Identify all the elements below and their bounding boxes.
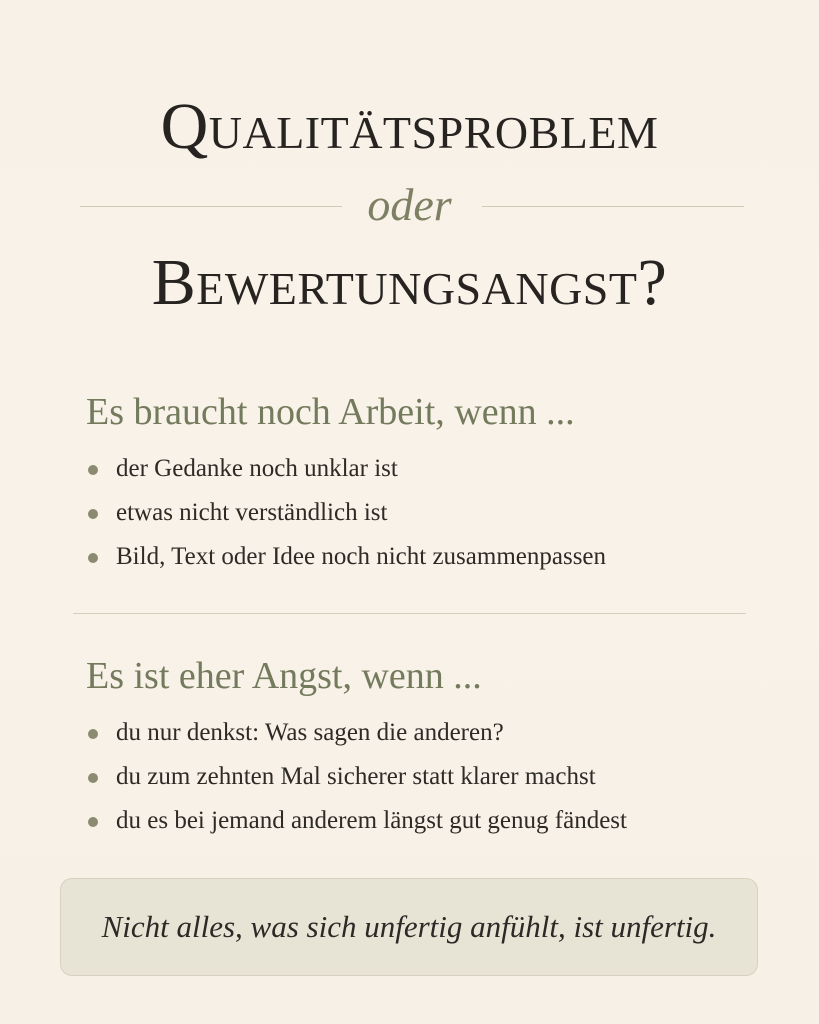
- section-heading-work: Es braucht noch Arbeit, wenn ...: [86, 391, 575, 433]
- list-item-text: du es bei jemand anderem längst gut genug fändest: [116, 807, 627, 834]
- list-item: [86, 535, 606, 579]
- bullet-icon: [88, 729, 98, 739]
- section-heading-fear: Es ist eher Angst, wenn ...: [86, 655, 482, 697]
- list-fear: [86, 711, 627, 843]
- list-item-text: etwas nicht verständlich ist: [116, 499, 388, 526]
- list-item: [86, 799, 627, 843]
- title-line-2: Bewertungsangst?: [151, 246, 668, 319]
- list-item-text: du nur denkst: Was sagen die anderen?: [116, 719, 504, 746]
- title-connector-row: [0, 176, 819, 236]
- bullet-icon: [88, 553, 98, 563]
- list-item: [86, 755, 627, 799]
- list-item-text: du zum zehnten Mal sicherer statt klarer machst: [116, 763, 596, 790]
- bullet-icon: [88, 509, 98, 519]
- quote-text: Nicht alles, was sich unfertig anfühlt, ist unfertig.: [101, 909, 717, 944]
- quote-box: [60, 878, 758, 976]
- list-item-text: Bild, Text oder Idee noch nicht zusammenpassen: [116, 543, 607, 570]
- list-item: [86, 711, 627, 755]
- bullet-icon: [88, 817, 98, 827]
- title-connector: oder: [367, 179, 452, 230]
- list-item-text: der Gedanke noch unklar ist: [116, 455, 398, 482]
- list-item: [86, 447, 606, 491]
- list-work: [86, 447, 606, 579]
- connector-rule-right: [482, 206, 744, 207]
- bullet-icon: [88, 773, 98, 783]
- title-line-1: Qualitätsproblem: [160, 90, 659, 163]
- section-divider: [73, 613, 746, 614]
- bullet-icon: [88, 465, 98, 475]
- list-item: [86, 491, 606, 535]
